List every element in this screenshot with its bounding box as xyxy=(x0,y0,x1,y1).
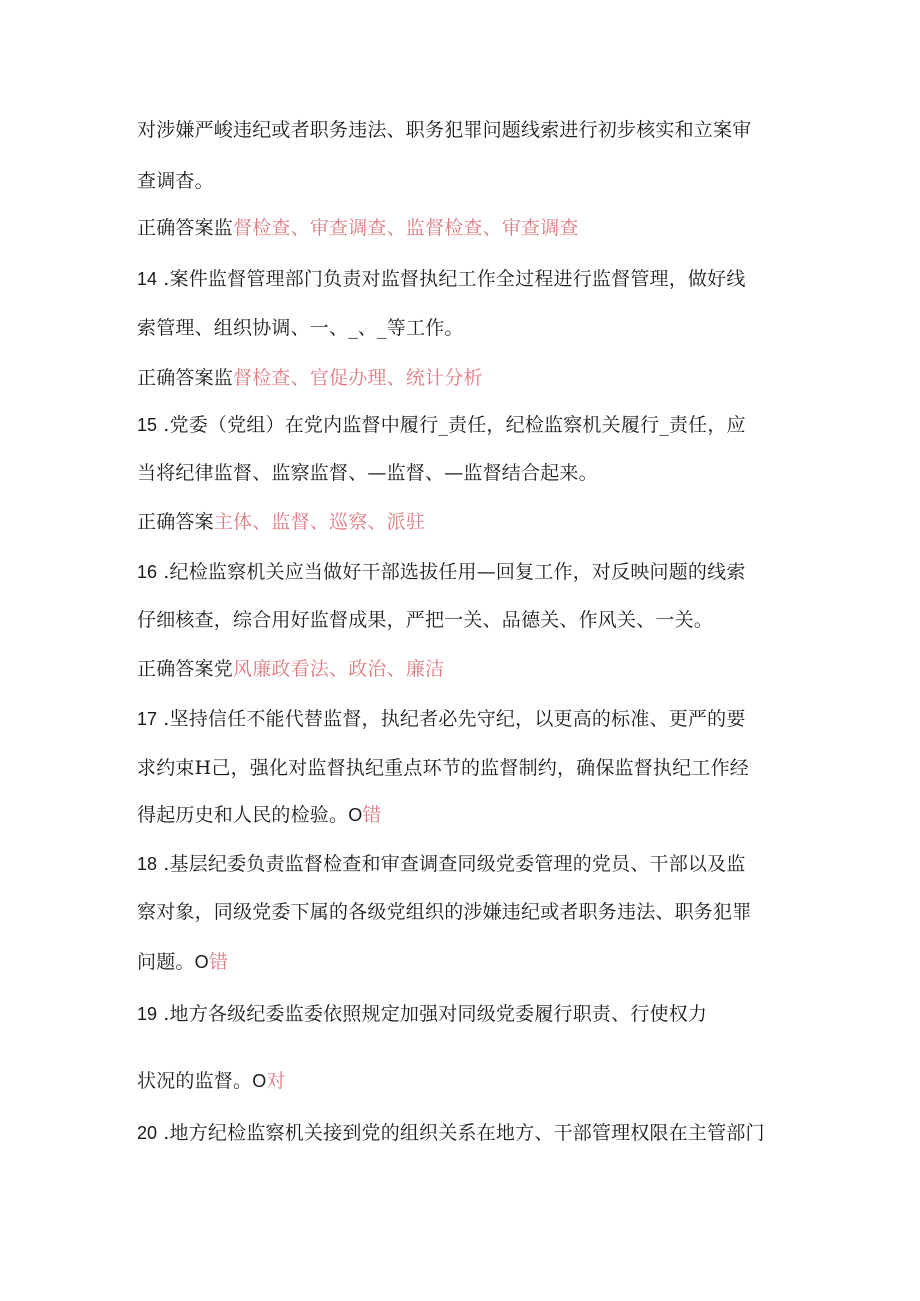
line-text: 当将纪律监督、监察监督、—监督、—监督结合起来。 xyxy=(137,462,598,484)
question-text: .地方各级纪委监委依照规定加强对同级党委履行职责、行使权力 xyxy=(163,1003,708,1025)
question-text: .纪检监察机关应当做好干部选拔任用—回复工作，对反映问题的线索 xyxy=(163,561,746,583)
text-line xyxy=(137,1069,817,1093)
answer-text: 错 xyxy=(208,951,229,973)
line-text: 得起历史和人民的检验。 xyxy=(137,804,349,826)
line-text: 求约束H己，强化对监督执纪重点环节的监督制约，确保监督执纪工作经 xyxy=(137,757,749,779)
text-line xyxy=(137,756,817,780)
line-text: 状况的监督。 xyxy=(137,1070,253,1092)
question-text: .地方纪检监察机关接到党的组织关系在地方、干部管理权限在主管部门 xyxy=(163,1122,765,1144)
answer-mark: O xyxy=(348,805,363,825)
text-line xyxy=(137,803,817,827)
line-text: 查调杳。 xyxy=(137,170,214,192)
text-line xyxy=(137,316,817,340)
question-number: 15 xyxy=(137,415,158,435)
answer-line xyxy=(137,510,817,534)
line-text: 察对象，同级党委下属的各级党组织的涉嫌违纪或者职务违法、职务犯罪 xyxy=(137,901,752,923)
line-text: 对涉嫌严峻违纪或者职务违法、职务犯罪问题线索进行初步核实和立案审 xyxy=(137,119,752,141)
question-number: 19 xyxy=(137,1004,158,1024)
answer-text: 主体、监督、巡察、派驻 xyxy=(213,511,426,533)
answer-text: 督检查、官促办理、统计分析 xyxy=(233,367,483,389)
text-line xyxy=(137,950,817,974)
answer-line xyxy=(137,657,817,681)
question-text: .坚持信任不能代替监督，执纪者必先守纪，以更高的标准、更严的要 xyxy=(163,708,746,730)
text-line xyxy=(137,461,817,485)
question-number: 16 xyxy=(137,562,158,582)
question-line xyxy=(137,1002,817,1026)
answer-label: 正确答案监 xyxy=(137,217,234,239)
line-text: 问题。 xyxy=(137,951,195,973)
line-text: 仔细核查，综合用好监督成果，严把一关、品德关、作风关、一关。 xyxy=(137,609,714,631)
question-text: .案件监督管理部门负责对监督执纪工作全过程进行监督管理，做好线 xyxy=(163,268,746,290)
question-line xyxy=(137,852,817,876)
question-line xyxy=(137,1121,817,1145)
question-number: 18 xyxy=(137,854,158,874)
answer-line xyxy=(137,216,817,240)
question-text: .党委（党组）在党内监督中履行_责任，纪检监察机关履行_责任，应 xyxy=(163,414,746,436)
answer-text: 风廉政看法、政治、廉洁 xyxy=(233,658,445,680)
question-number: 14 xyxy=(137,269,158,289)
text-line xyxy=(137,118,817,142)
question-line xyxy=(137,707,817,731)
question-number: 20 xyxy=(137,1123,158,1143)
text-line xyxy=(137,169,817,193)
answer-label: 正确答案 xyxy=(137,511,214,533)
answer-text: 对 xyxy=(266,1070,286,1092)
question-line xyxy=(137,560,817,584)
question-text: .基层纪委负责监督检查和审查调查同级党委管理的党员、干部以及监 xyxy=(163,853,746,875)
answer-text: 督检查、审查调查、监督检查、审查调查 xyxy=(233,217,579,239)
line-text: 索管理、组织协调、一、_、_等工作。 xyxy=(137,317,464,339)
answer-mark: O xyxy=(252,1071,267,1091)
question-line xyxy=(137,413,817,437)
answer-mark: O xyxy=(194,952,209,972)
question-number: 17 xyxy=(137,709,158,729)
answer-text: 错 xyxy=(362,804,382,826)
text-line xyxy=(137,608,817,632)
answer-label: 正确答案党 xyxy=(137,658,234,680)
answer-label: 正确答案监 xyxy=(137,367,234,389)
text-line xyxy=(137,900,817,924)
answer-line xyxy=(137,366,817,390)
question-line xyxy=(137,267,817,291)
